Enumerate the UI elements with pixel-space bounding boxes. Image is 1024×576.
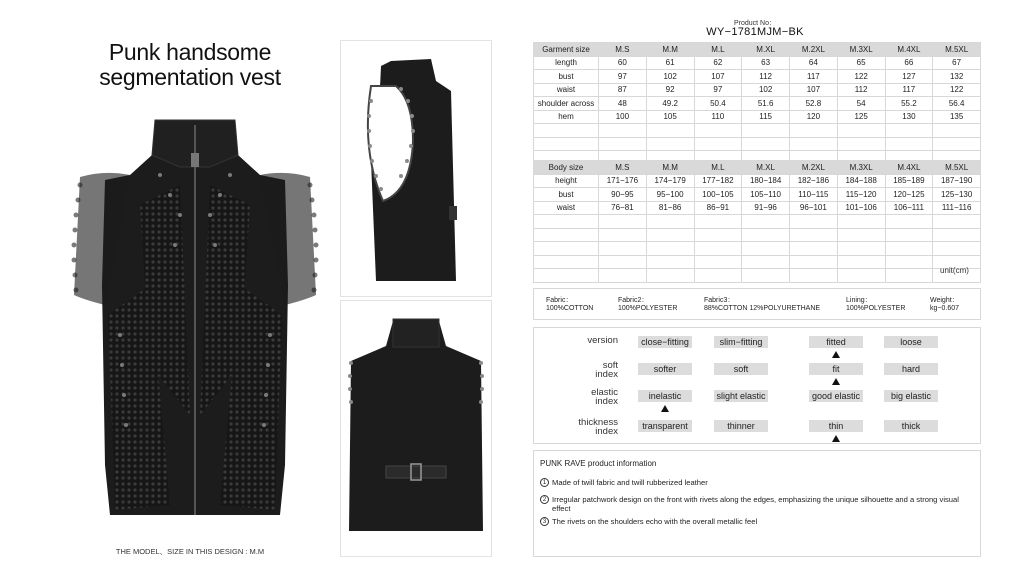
attribute-label-line: soft [602, 360, 618, 371]
body-table-body [534, 174, 981, 282]
attribute-option: big elastic [884, 390, 938, 402]
table-cell: 56.4 [933, 97, 981, 111]
row-label: hem [534, 110, 599, 124]
row-label: bust [534, 188, 599, 202]
fabric-3 [704, 297, 820, 313]
info-item [540, 517, 960, 526]
number-badge: 3 [540, 517, 549, 526]
attribute-option: thin [809, 420, 863, 432]
empty-cell [646, 137, 694, 151]
empty-cell [790, 124, 838, 138]
table-cell: 96−101 [790, 201, 838, 215]
empty-cell [599, 269, 647, 283]
attribute-label [528, 388, 618, 406]
table-cell: 174−179 [646, 174, 694, 188]
empty-cell [790, 255, 838, 269]
table-header-cell: M.4XL [885, 161, 933, 175]
info-item [540, 495, 960, 513]
table-cell: 92 [646, 83, 694, 97]
table-header-cell: M.S [599, 161, 647, 175]
empty-cell [933, 124, 981, 138]
attribute-option: loose [884, 336, 938, 348]
back-vest-image [341, 301, 491, 556]
empty-cell [837, 255, 885, 269]
empty-cell [933, 228, 981, 242]
empty-cell [933, 215, 981, 229]
garment-size-table [533, 42, 981, 165]
table-cell: 106−111 [885, 201, 933, 215]
table-row [534, 188, 981, 202]
empty-cell [837, 242, 885, 256]
empty-row [534, 255, 981, 269]
table-cell: 107 [790, 83, 838, 97]
table-cell: 87 [599, 83, 647, 97]
table-cell: 125 [837, 110, 885, 124]
table-cell: 95−100 [646, 188, 694, 202]
lining [846, 297, 905, 313]
table-header-cell: M.4XL [885, 43, 933, 57]
empty-cell [599, 137, 647, 151]
fabric-value: kg−0.607 [930, 305, 959, 312]
empty-cell [646, 228, 694, 242]
table-header-cell: Garment size [534, 43, 599, 57]
empty-cell [534, 228, 599, 242]
empty-cell [790, 215, 838, 229]
table-cell: 112 [742, 70, 790, 84]
table-header-cell: M.5XL [933, 161, 981, 175]
table-header-cell: Body size [534, 161, 599, 175]
side-vest-image [341, 41, 491, 296]
empty-cell [646, 242, 694, 256]
table-cell: 120−125 [885, 188, 933, 202]
table-header-cell: M.2XL [790, 43, 838, 57]
row-label: shoulder across [534, 97, 599, 111]
table-cell: 102 [742, 83, 790, 97]
attribute-label-line: index [595, 369, 618, 380]
fabric-1 [546, 297, 593, 313]
empty-cell [534, 124, 599, 138]
table-header-cell: M.M [646, 161, 694, 175]
row-label: waist [534, 201, 599, 215]
attribute-option: thick [884, 420, 938, 432]
table-cell: 62 [694, 56, 742, 70]
empty-cell [599, 215, 647, 229]
empty-cell [599, 242, 647, 256]
body-size-table [533, 160, 981, 283]
product-no: WY−1781MJM−BK [706, 26, 804, 38]
fabric-value: 88%COTTON 12%POLYURETHANE [704, 305, 821, 312]
number-badge: 2 [540, 495, 549, 504]
table-cell: 66 [885, 56, 933, 70]
table-cell: 117 [885, 83, 933, 97]
selected-marker-icon [832, 351, 840, 358]
model-size-note: THE MODEL、SIZE IN THIS DESIGN : M.M [115, 547, 265, 556]
empty-cell [885, 269, 933, 283]
table-cell: 111−116 [933, 201, 981, 215]
product-title [60, 40, 320, 90]
table-header-cell: M.L [694, 43, 742, 57]
attribute-option: fitted [809, 336, 863, 348]
table-cell: 81−86 [646, 201, 694, 215]
row-label: waist [534, 83, 599, 97]
empty-cell [646, 255, 694, 269]
empty-cell [885, 242, 933, 256]
table-cell: 90−95 [599, 188, 647, 202]
table-header-cell: M.XL [742, 161, 790, 175]
empty-row [534, 228, 981, 242]
table-cell: 185−189 [885, 174, 933, 188]
table-row [534, 97, 981, 111]
table-cell: 135 [933, 110, 981, 124]
table-cell: 187−190 [933, 174, 981, 188]
empty-row [534, 215, 981, 229]
fabric-label: Fabric： [546, 297, 573, 304]
product-no-label: Product No： [733, 20, 777, 27]
fabric-2 [618, 297, 677, 313]
table-cell: 101−106 [837, 201, 885, 215]
empty-cell [742, 228, 790, 242]
table-header-cell: M.M [646, 43, 694, 57]
table-cell: 180−184 [742, 174, 790, 188]
table-header-cell: M.L [694, 161, 742, 175]
attribute-label-line: elastic [591, 387, 618, 398]
fabric-value: 100%POLYESTER [618, 305, 678, 312]
empty-row [534, 242, 981, 256]
table-cell: 107 [694, 70, 742, 84]
empty-cell [885, 228, 933, 242]
attribute-label-line: version [587, 335, 618, 346]
attribute-label [528, 336, 618, 345]
info-item [540, 478, 960, 487]
title-line-1: Punk handsome [108, 39, 272, 65]
fabric-value: 100%COTTON [546, 305, 594, 312]
attribute-option: slim−fitting [714, 336, 768, 348]
empty-cell [742, 124, 790, 138]
empty-cell [599, 124, 647, 138]
table-cell: 100−105 [694, 188, 742, 202]
table-cell: 112 [837, 83, 885, 97]
attribute-label-line: thickness [578, 417, 618, 428]
table-cell: 51.6 [742, 97, 790, 111]
empty-cell [885, 124, 933, 138]
weight [930, 297, 959, 313]
table-cell: 105 [646, 110, 694, 124]
table-cell: 48 [599, 97, 647, 111]
info-text: Made of twill fabric and twill rubberized leather [552, 478, 708, 487]
empty-cell [885, 255, 933, 269]
row-label: height [534, 174, 599, 188]
table-cell: 171−176 [599, 174, 647, 188]
table-cell: 102 [646, 70, 694, 84]
empty-cell [694, 269, 742, 283]
empty-cell [534, 255, 599, 269]
row-label: bust [534, 70, 599, 84]
attribute-label [528, 361, 618, 379]
empty-cell [933, 242, 981, 256]
garment-table-header [534, 43, 981, 57]
body-table-header [534, 161, 981, 175]
table-cell: 52.8 [790, 97, 838, 111]
table-row [534, 201, 981, 215]
empty-cell [694, 215, 742, 229]
empty-cell [694, 124, 742, 138]
empty-cell [790, 242, 838, 256]
table-cell: 122 [837, 70, 885, 84]
table-cell: 67 [933, 56, 981, 70]
table-cell: 184−188 [837, 174, 885, 188]
empty-cell [742, 269, 790, 283]
table-header-cell: M.5XL [933, 43, 981, 57]
empty-row [534, 137, 981, 151]
selected-marker-icon [661, 405, 669, 412]
empty-cell [837, 215, 885, 229]
back-view-frame [340, 300, 492, 557]
table-row [534, 56, 981, 70]
empty-cell [790, 137, 838, 151]
table-header-cell: M.S [599, 43, 647, 57]
table-cell: 105−110 [742, 188, 790, 202]
table-cell: 61 [646, 56, 694, 70]
table-cell: 127 [885, 70, 933, 84]
product-information [533, 450, 981, 557]
empty-cell [742, 215, 790, 229]
unit-label: unit(cm) [940, 266, 969, 275]
selected-marker-icon [832, 378, 840, 385]
table-cell: 125−130 [933, 188, 981, 202]
empty-cell [534, 137, 599, 151]
table-cell: 115 [742, 110, 790, 124]
fabric-label: Lining： [846, 297, 872, 304]
empty-cell [885, 137, 933, 151]
attribute-option: softer [638, 363, 692, 375]
attribute-option: good elastic [809, 390, 863, 402]
table-row [534, 70, 981, 84]
table-cell: 55.2 [885, 97, 933, 111]
table-cell: 177−182 [694, 174, 742, 188]
table-cell: 120 [790, 110, 838, 124]
table-cell: 110 [694, 110, 742, 124]
number-badge: 1 [540, 478, 549, 487]
table-row [534, 110, 981, 124]
empty-cell [694, 137, 742, 151]
attribute-index-panel [533, 327, 981, 444]
empty-cell [885, 215, 933, 229]
empty-cell [694, 228, 742, 242]
empty-cell [599, 255, 647, 269]
table-header-cell: M.3XL [837, 43, 885, 57]
selected-marker-icon [832, 435, 840, 442]
empty-cell [599, 228, 647, 242]
attribute-option: inelastic [638, 390, 692, 402]
fabric-label: Fabric2： [618, 297, 649, 304]
attribute-option: soft [714, 363, 768, 375]
table-cell: 63 [742, 56, 790, 70]
fabric-label: Weight： [930, 297, 959, 304]
attribute-option: thinner [714, 420, 768, 432]
table-cell: 182−186 [790, 174, 838, 188]
info-text: Irregular patchwork design on the front with rivets along the edges, emphasizing the unique silhouette and a strong visual effect [552, 495, 959, 513]
garment-table-body [534, 56, 981, 164]
empty-cell [742, 242, 790, 256]
info-text: The rivets on the shoulders echo with the overall metallic feel [552, 517, 758, 526]
table-row [534, 83, 981, 97]
table-cell: 97 [694, 83, 742, 97]
table-cell: 122 [933, 83, 981, 97]
table-cell: 50.4 [694, 97, 742, 111]
table-cell: 100 [599, 110, 647, 124]
empty-cell [790, 228, 838, 242]
table-cell: 64 [790, 56, 838, 70]
table-row [534, 174, 981, 188]
table-cell: 132 [933, 70, 981, 84]
attribute-label [528, 418, 618, 436]
table-cell: 76−81 [599, 201, 647, 215]
table-cell: 60 [599, 56, 647, 70]
empty-cell [837, 228, 885, 242]
empty-cell [742, 255, 790, 269]
empty-cell [790, 269, 838, 283]
table-cell: 130 [885, 110, 933, 124]
table-cell: 97 [599, 70, 647, 84]
table-cell: 86−91 [694, 201, 742, 215]
attribute-option: slight elastic [714, 390, 768, 402]
front-vest-image [60, 115, 330, 535]
fabric-value: 100%POLYESTER [846, 305, 906, 312]
empty-cell [646, 215, 694, 229]
table-header-cell: M.2XL [790, 161, 838, 175]
empty-cell [534, 215, 599, 229]
empty-cell [837, 137, 885, 151]
side-view-frame [340, 40, 492, 297]
table-cell: 110−115 [790, 188, 838, 202]
attribute-label-line: index [595, 396, 618, 407]
table-cell: 91−96 [742, 201, 790, 215]
empty-cell [694, 242, 742, 256]
table-header-cell: M.XL [742, 43, 790, 57]
attribute-option: hard [884, 363, 938, 375]
fabric-info [533, 288, 981, 320]
table-cell: 54 [837, 97, 885, 111]
empty-cell [534, 242, 599, 256]
empty-cell [694, 255, 742, 269]
empty-row [534, 269, 981, 283]
table-cell: 115−120 [837, 188, 885, 202]
table-cell: 65 [837, 56, 885, 70]
empty-row [534, 124, 981, 138]
empty-cell [837, 269, 885, 283]
empty-cell [646, 269, 694, 283]
attribute-option: transparent [638, 420, 692, 432]
empty-cell [837, 124, 885, 138]
attribute-option: fit [809, 363, 863, 375]
empty-cell [534, 269, 599, 283]
title-line-2: segmentation vest [99, 64, 281, 90]
empty-cell [646, 124, 694, 138]
info-title: PUNK RAVE product information [540, 459, 657, 468]
table-header-cell: M.3XL [837, 161, 885, 175]
empty-cell [933, 137, 981, 151]
row-label: length [534, 56, 599, 70]
fabric-label: Fabric3： [704, 297, 735, 304]
attribute-option: close−fitting [638, 336, 692, 348]
table-cell: 49.2 [646, 97, 694, 111]
table-cell: 117 [790, 70, 838, 84]
empty-cell [742, 137, 790, 151]
attribute-label-line: index [595, 426, 618, 437]
